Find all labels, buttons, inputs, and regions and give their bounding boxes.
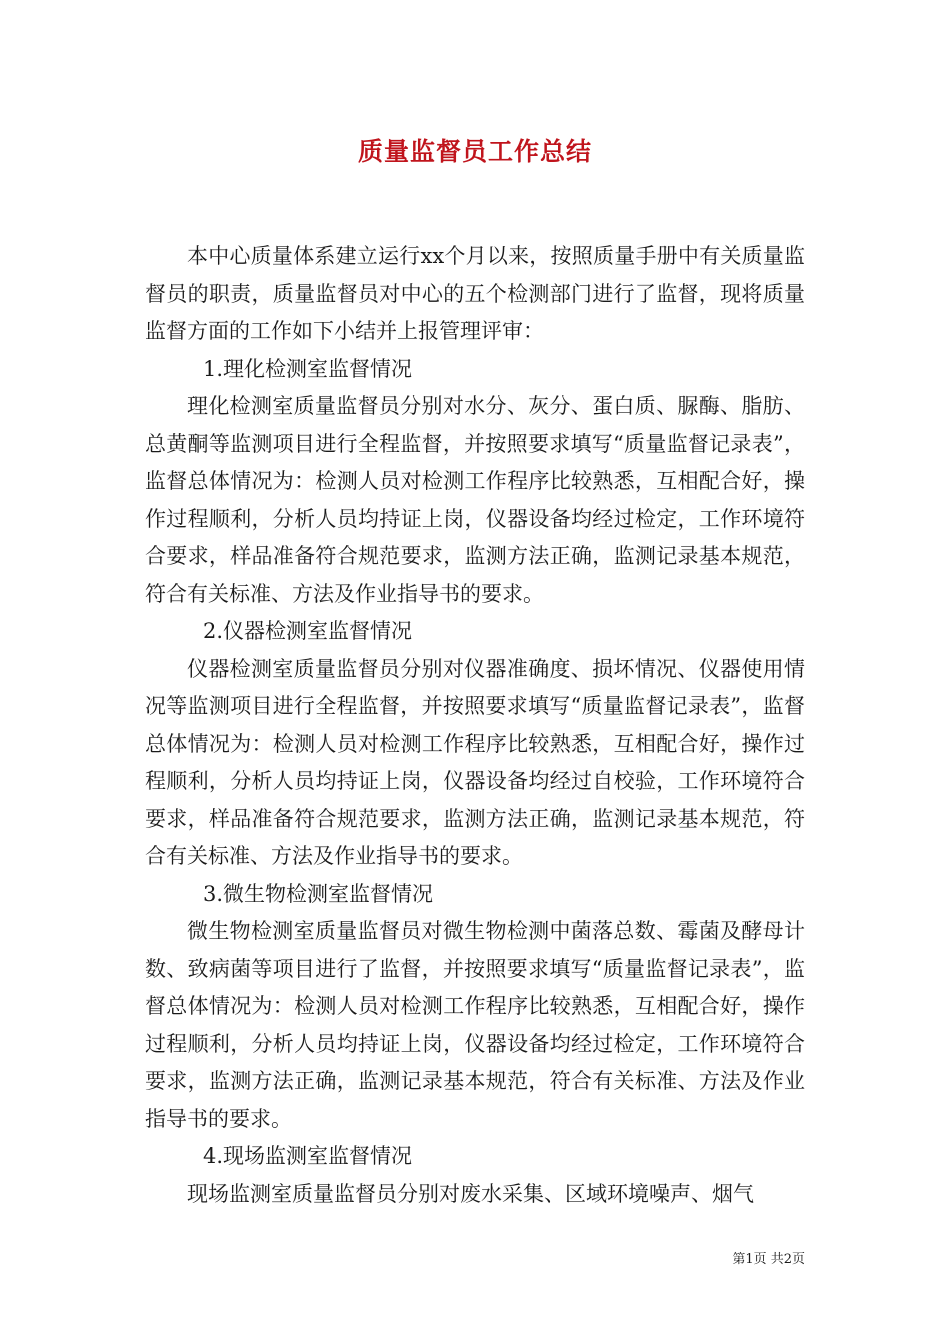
section-heading-3: 3.微生物检测室监督情况: [203, 881, 434, 906]
document-title: 质量监督员工作总结: [357, 137, 592, 166]
section-heading-4: 4.现场监测室监督情况: [203, 1144, 413, 1168]
section-text-1: 理化检测室质量监督员分别对水分、灰分、蛋白质、脲酶、脂肪、总黄酮等监测项目进行全程监督，并按照要求填写“质量监督记录表”，监督总体情况为：检测人员对检测工作程序比较熟悉，互相配合好，操作过程顺利，分析人员均持证上岗，仪器设备均经过检定，工作环境符合要求，样品准备符合规范要求，监测方法正确，监测记录基本规范，符合有关标准、方法及作业指导书的要求。: [145, 394, 805, 606]
section-text-2: 仪器检测室质量监督员分别对仪器准确度、损坏情况、仪器使用情况等监测项目进行全程监督，并按照要求填写“质量监督记录表”，监督总体情况为：检测人员对检测工作程序比较熟悉，互相配合好，操作过程顺利，分析人员均持证上岗，仪器设备均经过自校验，工作环境符合要求，样品准备符合规范要求，监测方法正确，监测记录基本规范，符合有关标准、方法及作业指导书的要求。: [145, 656, 805, 868]
section-text-4: 现场监测室质量监督员分别对废水采集、区域环境噪声、烟气: [187, 1181, 754, 1206]
section-text-3: 微生物检测室质量监督员对微生物检测中菌落总数、霉菌及酵母计数、致病菌等项目进行了监督，并按照要求填写“质量监督记录表”，监督总体情况为：检测人员对检测工作程序比较熟悉，互相配合好，操作过程顺利，分析人员均持证上岗，仪器设备均经过检定，工作环境符合要求，监测方法正确，监测记录基本规范，符合有关标准、方法及作业指导书的要求。: [145, 919, 805, 1131]
section-heading-2: 2.仪器检测室监督情况: [203, 619, 413, 643]
intro-paragraph: 本中心质量体系建立运行xx个月以来，按照质量手册中有关质量监督员的职责，质量监督员对中心的五个检测部门进行了监督，现将质量监督方面的工作如下小结并上报管理评审：: [145, 244, 805, 343]
page-number: 第1页 共2页: [732, 1252, 805, 1267]
section-heading-1: 1.理化检测室监督情况: [203, 356, 413, 381]
document-body: [145, 238, 805, 1213]
